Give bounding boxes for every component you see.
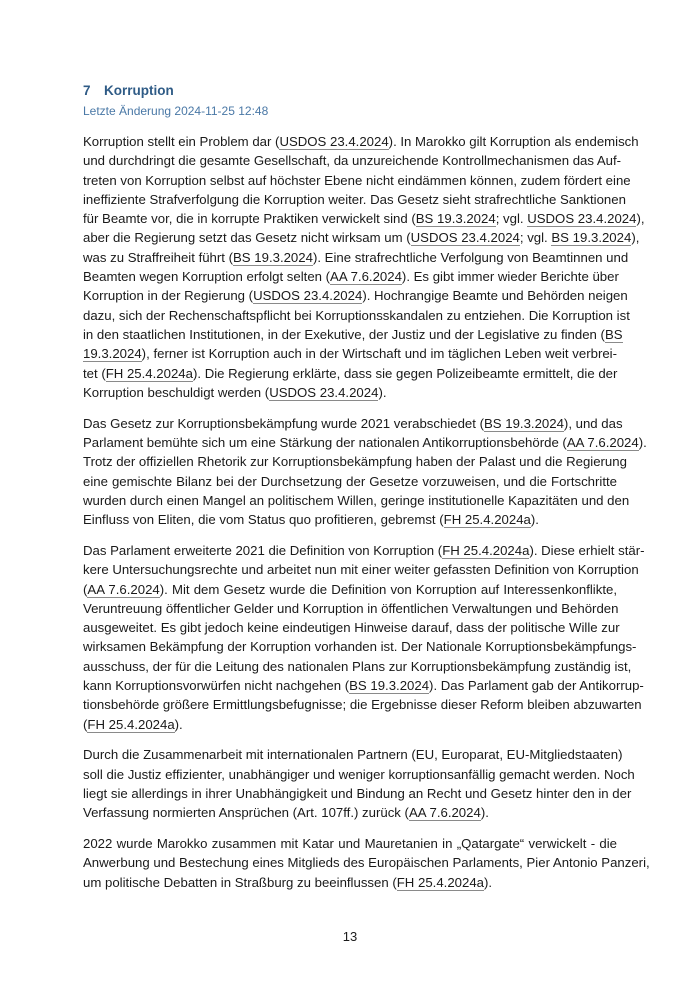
text-segment: (	[83, 716, 88, 732]
text-segment: treten von Korruption selbst auf höchster Ebene nicht eindämmen können, zudem fördert eine	[83, 172, 631, 188]
source-citation-link[interactable]: BS 19.3.2024	[233, 249, 313, 265]
source-citation-link[interactable]: FH 25.4.2024a	[87, 716, 175, 732]
text-segment: ),	[631, 230, 640, 246]
text-segment: ). In Marokko gilt Korruption als endemisch	[388, 134, 639, 149]
text-line	[83, 715, 617, 734]
source-citation-link[interactable]: USDOS 23.4.2024	[410, 230, 520, 246]
text-segment: und durchdringt die gesamte Gesellschaft, da unzureichende Kontrollmechanismen das Auf-	[83, 153, 622, 169]
text-segment: ). Das Parlament gab der Antikorrup-	[429, 678, 644, 694]
text-line	[83, 306, 630, 325]
paragraph	[83, 834, 650, 892]
text-segment: Durch die Zusammenarbeit mit internationalen Partnern (EU, Europarat, EU-Mitgliedstaaten)	[83, 747, 623, 763]
text-segment: ineffiziente Strafverfolgung die Korruption weiter. Das Gesetz sieht strafrechtliche Sanktionen	[83, 191, 626, 207]
text-segment: Trotz der offiziellen Rhetorik zur Korruptionsbekämpfung haben der Palast und die Regierung	[83, 454, 627, 470]
source-citation-link[interactable]: AA 7.6.2024	[330, 269, 402, 285]
text-segment: ).	[638, 434, 647, 450]
text-line	[83, 151, 622, 170]
text-segment: Korruption stellt ein Problem dar (	[83, 134, 280, 149]
text-line	[83, 364, 617, 383]
text-line	[83, 618, 620, 637]
text-segment: 2022 wurde Marokko zusammen mit Katar und Mauretanien in „Qatargate“ verwickelt - die	[83, 836, 617, 852]
text-segment: wirksamen Bekämpfung der Korruption vorhanden ist. Der Nationale Korruptionsbekämpfungs-	[83, 639, 637, 655]
text-line	[83, 209, 645, 228]
text-segment: ; vgl.	[519, 230, 552, 246]
text-segment: Das Parlament erweiterte 2021 die Definition von Korruption (	[83, 542, 443, 558]
text-segment: Parlament bemühte sich um eine Stärkung der nationalen Antikorruptionsbehörde (	[83, 434, 567, 450]
text-segment: Beamten wegen Korruption erfolgt selten (	[83, 269, 331, 285]
source-citation-link[interactable]: FH 25.4.2024a	[105, 365, 193, 381]
text-line	[83, 541, 645, 560]
text-line	[83, 452, 627, 471]
text-segment: ).	[484, 874, 493, 890]
text-segment: ). Diese erhielt stär-	[529, 542, 645, 558]
text-line	[83, 267, 617, 286]
text-segment: tionsbehörde größere Ermittlungsbefugnisse; die Ergebnisse dieser Reform bleiben abzuwarten	[83, 697, 642, 713]
text-line	[83, 383, 617, 402]
text-line	[83, 171, 631, 190]
source-citation-link[interactable]: FH 25.4.2024a	[396, 874, 484, 890]
text-segment: dazu, sich der Rechenschaftspflicht bei Korruptionsskandalen zu entziehen. Die Korruption ist	[83, 307, 630, 323]
text-line	[83, 765, 635, 784]
last-changed-date: Letzte Änderung 2024-11-25 12:48	[83, 104, 269, 118]
text-segment: ; vgl.	[495, 211, 528, 227]
text-line	[83, 853, 650, 872]
text-segment: ).	[378, 384, 387, 400]
text-segment: Das Gesetz zur Korruptionsbekämpfung wurde 2021 verabschiedet (	[83, 415, 484, 431]
text-segment: um politische Debatten in Straßburg zu beeinflussen (	[83, 874, 397, 890]
text-segment: in den staatlichen Institutionen, in der Exekutive, der Justiz und der Legislative zu finden (	[83, 326, 605, 342]
source-citation-link[interactable]: BS 19.3.2024	[483, 415, 564, 431]
text-line	[83, 325, 623, 344]
section-heading	[83, 83, 174, 98]
text-segment: ).	[530, 512, 539, 528]
source-citation-link[interactable]: AA 7.6.2024	[87, 581, 160, 597]
source-citation-link[interactable]: BS	[604, 326, 623, 342]
text-segment: ausgeweitet. Es gibt jedoch keine eindeutigen Hinweise darauf, dass der politische Wille zur	[83, 620, 620, 636]
text-segment: ). Eine strafrechtliche Verfolgung von Beamtinnen und	[312, 249, 629, 265]
text-segment: (	[83, 581, 88, 597]
text-line	[83, 834, 617, 853]
text-line	[83, 560, 639, 579]
text-line	[83, 491, 630, 510]
text-segment: eine gemischte Bilanz bei der Durchsetzung der Gesetze vorzuweisen, und die Fortschritte	[83, 473, 617, 489]
text-line	[83, 676, 644, 695]
text-segment: ).	[174, 716, 183, 732]
text-segment: ). Es gibt immer wieder Berichte über	[401, 269, 619, 285]
text-segment: ). Hochrangige Beamte und Behörden neigen	[362, 288, 628, 304]
text-line	[83, 580, 617, 599]
text-line	[83, 190, 626, 209]
page-number: 13	[342, 929, 358, 944]
source-citation-link[interactable]: BS 19.3.2024	[551, 230, 632, 246]
text-segment: kere Untersuchungsrechte und arbeitet nun mit einer weiter gefassten Definition von Korruption	[83, 562, 639, 578]
source-citation-link[interactable]: 19.3.2024	[83, 346, 142, 362]
source-citation-link[interactable]: BS 19.3.2024	[349, 678, 430, 694]
text-segment: ), ferner ist Korruption auch in der Wirtschaft und im täglichen Leben weit verbrei-	[141, 346, 617, 362]
paragraph	[83, 745, 635, 822]
text-segment: was zu Straffreiheit führt (	[83, 249, 234, 265]
text-segment: Anwerbung und Bestechung eines Mitglieds des Europäischen Parlaments, Pier Antonio Panzeri,	[83, 855, 650, 871]
text-line	[83, 599, 617, 618]
text-segment: soll die Justiz effizienter, unabhängiger und weniger korruptionsanfällig gemacht werden. Noch	[83, 766, 635, 782]
source-citation-link[interactable]: AA 7.6.2024	[408, 805, 481, 821]
source-citation-link[interactable]: FH 25.4.2024a	[442, 542, 530, 558]
text-segment: Korruption beschuldigt werden (	[83, 384, 270, 400]
text-line	[83, 414, 623, 433]
text-line	[83, 248, 629, 267]
text-line	[83, 657, 632, 676]
text-line	[83, 803, 617, 822]
text-segment: liegt sie allerdings in ihrer Unabhängigkeit und Bindung an Recht und Gesetz hinter den in der	[83, 786, 632, 801]
paragraph	[83, 541, 645, 734]
source-citation-link[interactable]: BS 19.3.2024	[415, 211, 496, 227]
document-body	[83, 132, 650, 903]
paragraph	[83, 414, 647, 530]
text-segment: ).	[480, 805, 489, 821]
text-segment: ), und das	[563, 415, 623, 431]
source-citation-link[interactable]: FH 25.4.2024a	[443, 512, 531, 528]
text-line	[83, 472, 617, 491]
section-title: Korruption	[104, 83, 174, 98]
source-citation-link[interactable]: USDOS 23.4.2024	[253, 288, 363, 304]
text-line	[83, 286, 628, 305]
paragraph	[83, 132, 645, 402]
text-segment: ausschuss, der für die Leitung des nationalen Plans zur Korruptionsbekämpfung zuständig ist,	[83, 658, 632, 674]
text-line	[83, 344, 617, 363]
text-line	[83, 132, 639, 151]
source-citation-link[interactable]: AA 7.6.2024	[566, 434, 639, 450]
text-line	[83, 510, 617, 529]
text-segment: Veruntreuung öffentlicher Gelder und Korruption in öffentlichen Verwaltungen und Behörden	[83, 600, 619, 616]
text-segment: tet (	[83, 365, 106, 381]
text-segment: ). Mit dem Gesetz wurde die Definition von Korruption auf Interessenkonflikte,	[159, 581, 617, 597]
source-citation-link[interactable]: USDOS 23.4.2024	[269, 384, 379, 400]
text-line	[83, 873, 617, 892]
text-segment: kann Korruptionsvorwürfen nicht nachgehen (	[83, 678, 350, 694]
text-segment: Einfluss von Eliten, die vom Status quo profitieren, gebremst (	[83, 512, 444, 528]
text-segment: wurden durch einen Mangel an politischem Willen, geringe institutionelle Kapazitäten und den	[83, 492, 630, 508]
text-line	[83, 695, 642, 714]
text-segment: ),	[636, 211, 645, 227]
text-line	[83, 433, 647, 452]
text-segment: Verfassung normierten Ansprüchen (Art. 107ff.) zurück (	[83, 805, 409, 821]
section-number: 7	[83, 83, 91, 98]
text-line	[83, 745, 623, 764]
text-line	[83, 228, 640, 247]
text-segment: Korruption in der Regierung (	[83, 288, 254, 304]
text-segment: für Beamte vor, die in korrupte Praktiken verwickelt sind (	[83, 211, 416, 227]
text-line	[83, 784, 632, 803]
text-line	[83, 637, 637, 656]
text-segment: aber die Regierung setzt das Gesetz nicht wirksam um (	[83, 230, 411, 246]
source-citation-link[interactable]: USDOS 23.4.2024	[279, 134, 389, 149]
text-segment: ). Die Regierung erklärte, dass sie gegen Polizeibeamte ermittelt, die der	[192, 365, 618, 381]
source-citation-link[interactable]: USDOS 23.4.2024	[527, 211, 637, 227]
